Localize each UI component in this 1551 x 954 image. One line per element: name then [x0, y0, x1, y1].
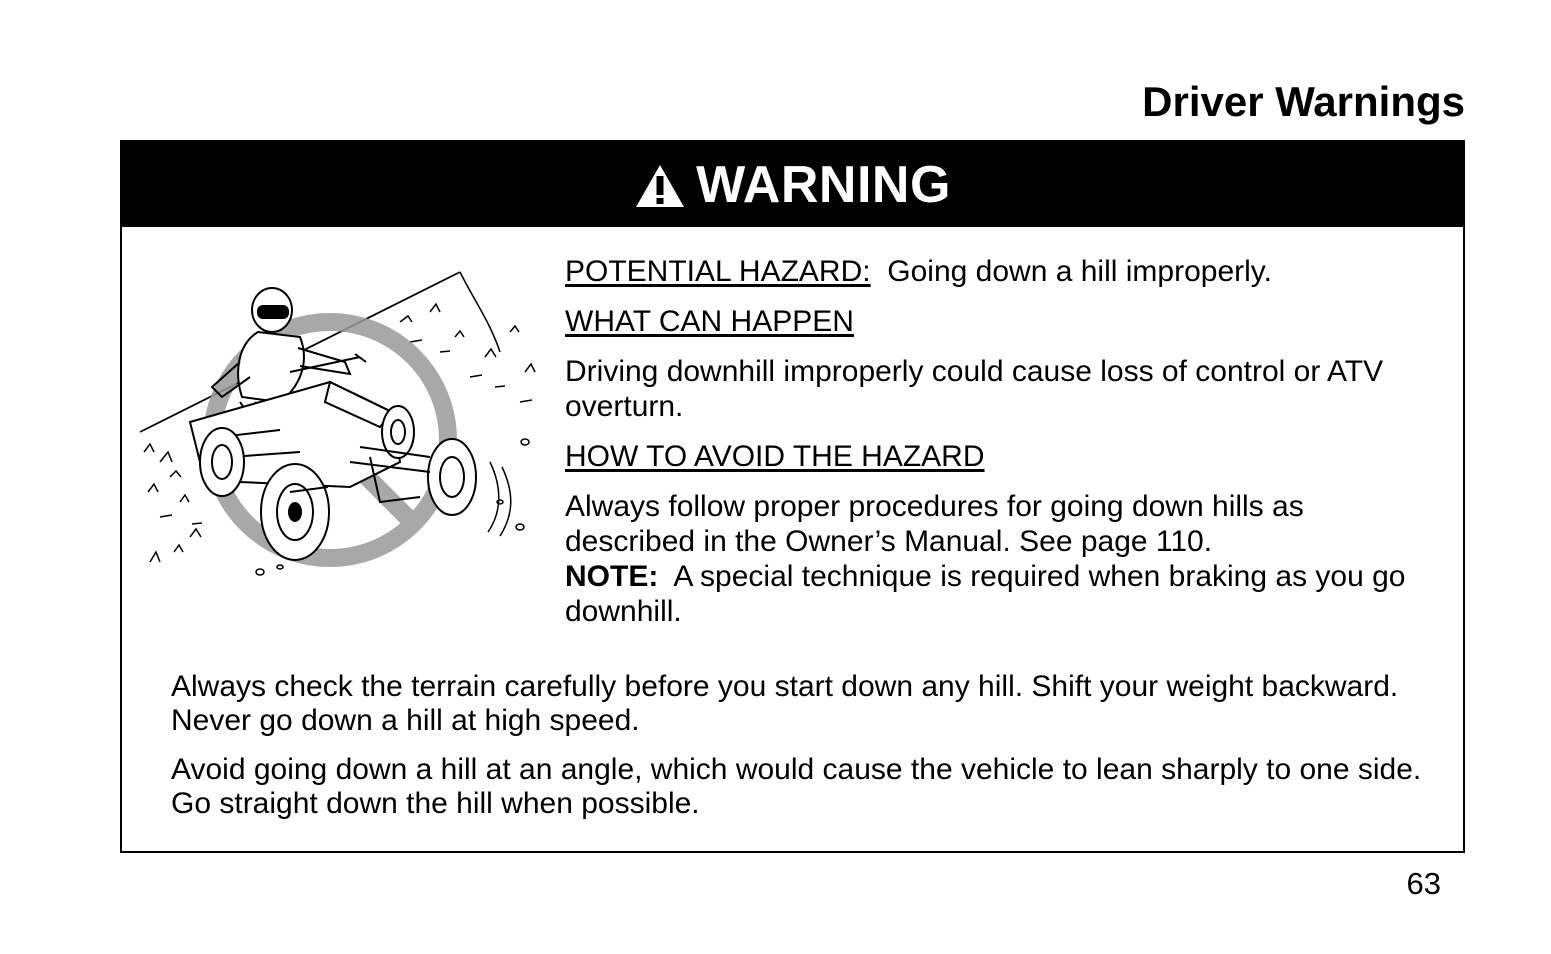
note-text: A special technique is required when braking as you go downhill. — [565, 560, 1406, 628]
potential-hazard-label: POTENTIAL HAZARD: — [565, 255, 871, 288]
hazard-details — [565, 254, 1425, 629]
atv-downhill-prohibited-illustration — [130, 262, 550, 582]
warning-triangle-icon — [634, 163, 686, 209]
paragraph-angle: Avoid going down a hill at an angle, which would cause the vehicle to lean sharply to one side. Go straight down the hill when possible. — [171, 753, 1422, 820]
warning-paragraphs — [171, 670, 1431, 821]
warning-label: WARNING — [696, 155, 951, 214]
note — [565, 559, 1425, 629]
how-to-avoid-label: HOW TO AVOID THE HAZARD — [565, 440, 985, 473]
how-to-avoid-text: Always follow proper procedures for going down hills as described in the Owner’s Manual. See page 110. — [565, 490, 1304, 558]
page-number: 63 — [1406, 866, 1441, 901]
potential-hazard — [565, 254, 1425, 289]
paragraph-terrain: Always check the terrain carefully before you start down any hill. Shift your weight backward. Never go down a hill at high speed. — [171, 670, 1399, 737]
what-can-happen-text: Driving downhill improperly could cause loss of control or ATV overturn. — [565, 355, 1384, 423]
warning-box — [120, 140, 1465, 853]
note-label: NOTE: — [565, 560, 659, 593]
section-title: Driver Warnings — [1142, 78, 1465, 125]
what-can-happen-label: WHAT CAN HAPPEN — [565, 305, 854, 338]
warning-header — [122, 142, 1463, 227]
potential-hazard-text: Going down a hill improperly. — [887, 255, 1272, 288]
